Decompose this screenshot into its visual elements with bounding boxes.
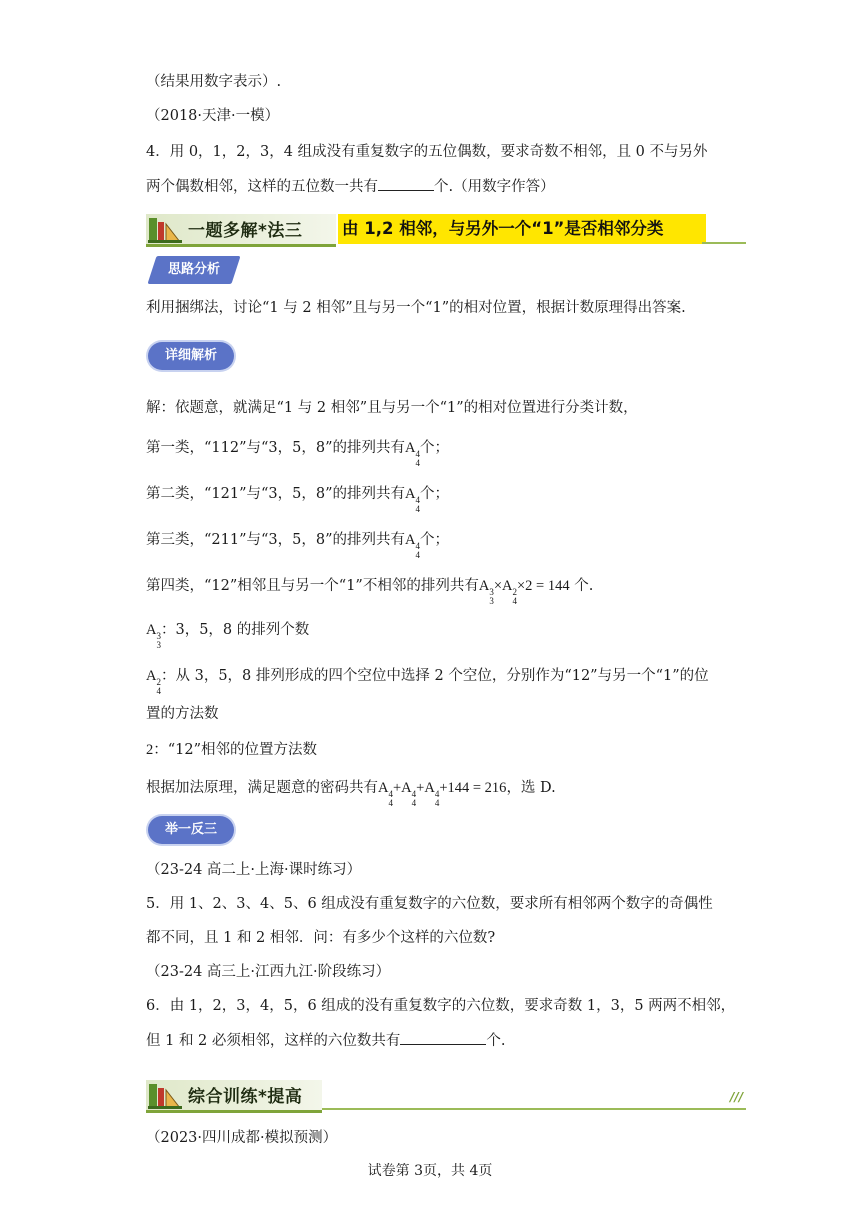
case-3-text: 第三类，“211”与“3，5，8”的排列共有 [146,532,406,548]
q6-text-pre: 但 1 和 2 必须相邻，这样的六位数共有 [146,1033,401,1049]
method3-title: 一题多解*法三 [188,221,303,241]
case-4-text: 第四类，“12”相邻且与另一个“1”不相邻的排列共有 [146,578,479,594]
case-1-end: 个； [420,440,449,456]
perm-a42: A 2 4 [502,578,517,606]
analysis-badge [147,256,240,284]
ruler-pencil-icon [146,214,186,244]
source-2018-tianjin: （2018·天津·一模） [146,108,280,124]
detail-badge-label: 详细解析 [164,348,217,363]
training-mark: /// [730,1090,744,1104]
note-a42-line2: 置的方法数 [146,706,219,722]
ruler-pencil-icon [146,1080,186,1110]
text-result-note: （结果用数字表示）. [146,74,282,90]
extend-badge-label: 举一反三 [164,822,217,837]
question-6-line1: 6．由 1，2，3，4，5，6 组成的没有重复数字的六位数，要求奇数 1，3，5 两两不相邻， [146,998,736,1014]
sum-text: 根据加法原理，满足题意的密码共有 [146,780,378,796]
perm-a44: A 4 4 [405,440,420,468]
perm-a33: A 3 3 [478,578,494,606]
perm-a42: A 2 4 [146,668,161,696]
method3-banner [146,214,746,244]
q4-answer-blank [378,176,434,191]
q4-text-pre: 两个偶数相邻，这样的五位数一共有 [146,179,378,195]
method3-highlight: 由 1,2 相邻，与另外一个“1”是否相邻分类 [338,214,706,244]
perm-a33: A 3 3 [146,622,161,650]
extend-badge [148,816,234,844]
plus-sign: + [392,780,402,796]
training-rule [322,1108,746,1110]
question-4-line2 [146,176,555,197]
question-4-line1: 4．用 0，1，2，3，4 组成没有重复数字的五位偶数，要求奇数不相邻，且 0 不与另外 [146,144,708,160]
q4-text-post: 个.（用数字作答） [434,179,555,195]
source-q5: （23-24 高二上·上海·课时练习） [146,862,362,878]
question-6-line2 [146,1030,506,1051]
analysis-text: 利用捆绑法，讨论“1 与 2 相邻”且与另一个“1”的相对位置，根据计数原理得出答案. [146,300,686,316]
source-q6: （23-24 高三上·江西九江·阶段练习） [146,964,391,980]
case-2 [146,484,449,514]
note-a33 [146,620,309,650]
training-banner [146,1080,746,1110]
note-two-text: ：“12”相邻的位置方法数 [153,742,318,758]
note-a33-text: ：3，5，8 的排列个数 [160,622,310,638]
perm-a44: A 4 4 [401,780,417,808]
note-a42-line1 [146,666,709,696]
sum-math: +144 = 216 [439,780,507,796]
times-sign: × [493,578,502,594]
case-2-end: 个； [420,486,449,502]
case-3 [146,530,449,560]
case-1-text: 第一类，“112”与“3，5，8”的排列共有 [146,440,406,456]
case-1 [146,438,449,468]
case-4-math: ×2 = 144 [516,578,570,594]
analysis-badge-label: 思路分析 [167,262,220,277]
sum-end: ，选 D. [506,780,556,796]
method3-rule [702,242,746,244]
question-5-line1: 5．用 1、2、3、4、5、6 组成没有重复数字的六位数，要求所有相邻两个数字的奇偶性 [146,896,713,912]
solution-intro: 解：依题意，就满足“1 与 2 相邻”且与另一个“1”的相对位置进行分类计数， [146,400,638,416]
case-4 [146,576,593,606]
perm-a44: A 4 4 [424,780,440,808]
plus-sign: + [416,780,425,796]
training-title: 综合训练*提高 [188,1087,303,1107]
perm-a44: A 4 4 [405,532,420,560]
source-q7: （2023·四川成都·模拟预测） [146,1130,338,1146]
q6-text-post: 个. [486,1033,506,1049]
perm-a44: A 4 4 [405,486,420,514]
detail-badge [148,342,234,370]
perm-a44: A 4 4 [378,780,393,808]
note-two [146,740,317,760]
sum-line [146,778,556,808]
case-3-end: 个； [420,532,449,548]
note-a42-text: ：从 3，5，8 排列形成的四个空位中选择 2 个空位，分别作为“12”与另一个“1”的位 [160,668,709,684]
q6-answer-blank [400,1030,486,1045]
question-5-line2: 都不同，且 1 和 2 相邻．问：有多少个这样的六位数? [146,930,496,946]
note-two-num: 2 [146,742,154,758]
page-footer: 试卷第 3页，共 4页 [367,1163,493,1179]
case-4-end: 个. [574,578,594,594]
case-2-text: 第二类，“121”与“3，5，8”的排列共有 [146,486,406,502]
